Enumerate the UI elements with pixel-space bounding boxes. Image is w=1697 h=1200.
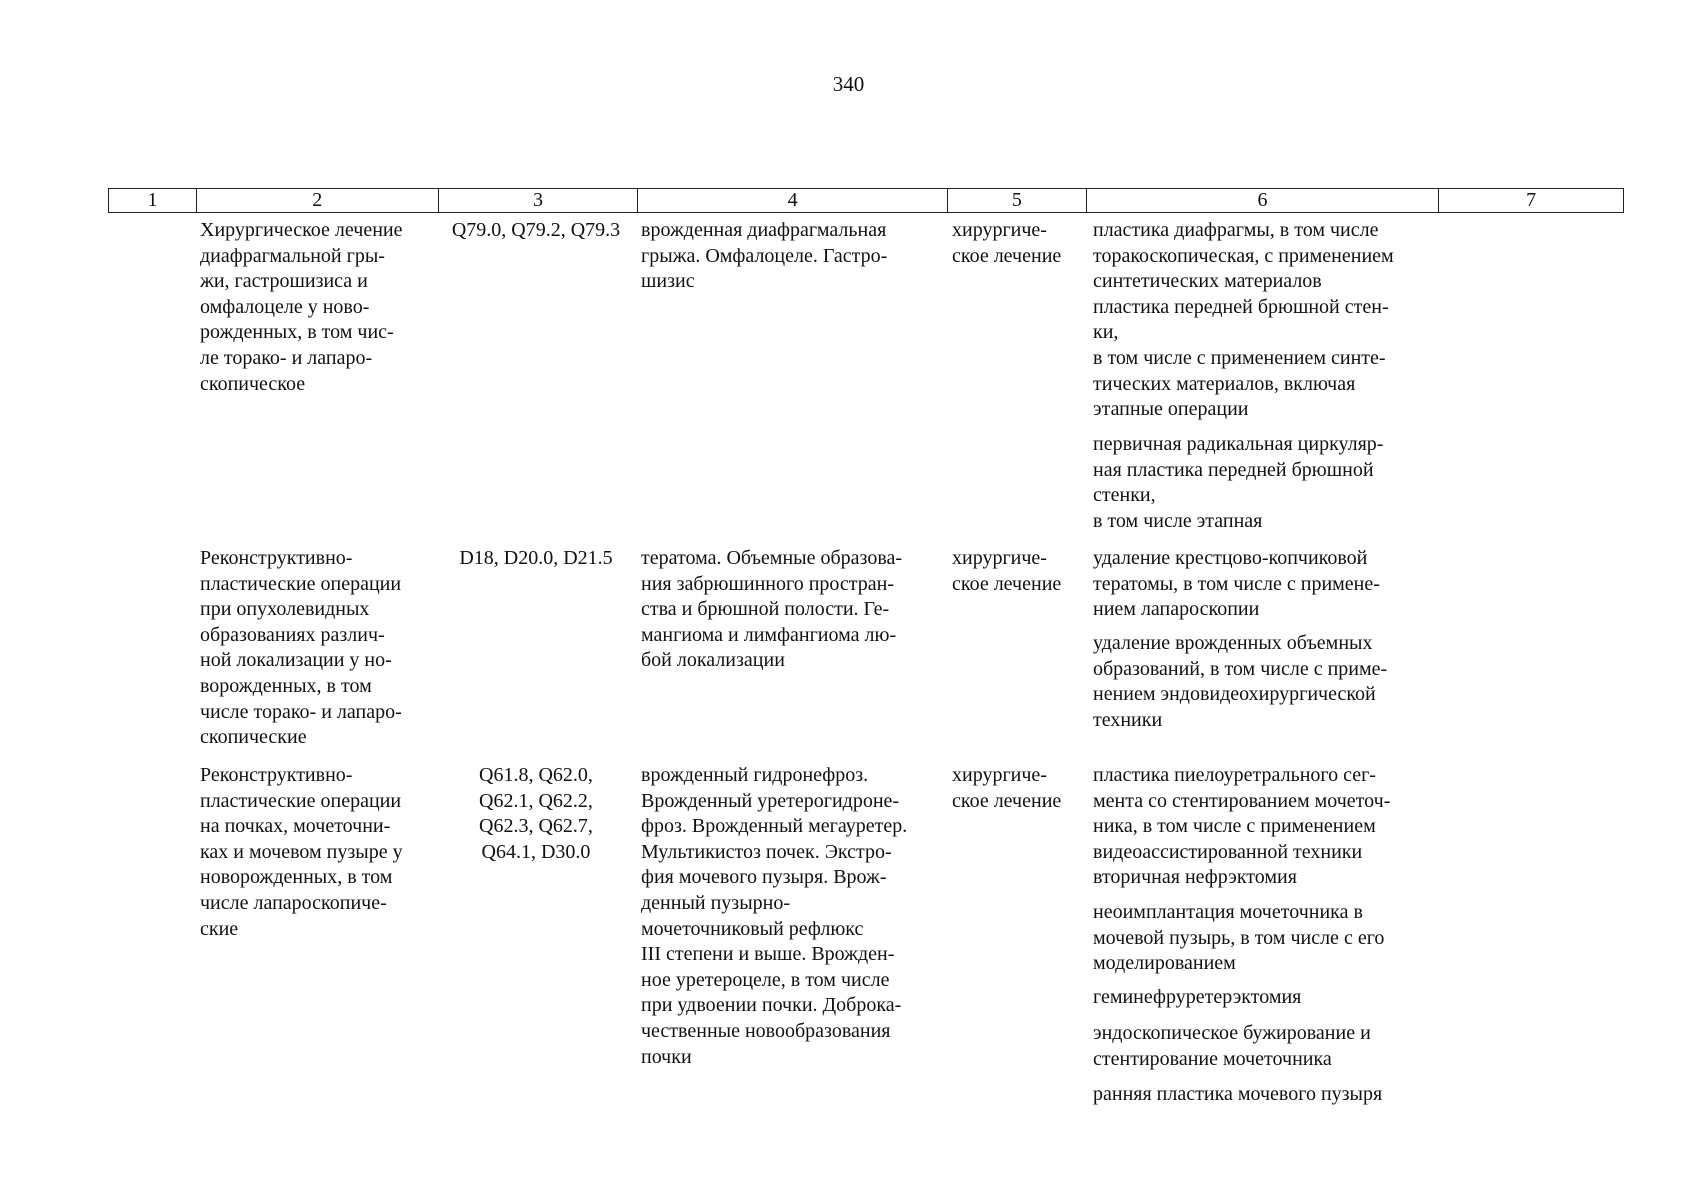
text-line: ния забрюшинного простран- bbox=[641, 572, 895, 595]
page-number: 340 bbox=[832, 72, 865, 96]
text-line: диафрагмальной гры- bbox=[200, 244, 385, 267]
text-line: Реконструктивно- bbox=[200, 764, 353, 786]
row-2-treatment-type bbox=[952, 546, 1088, 597]
text-line: ника, в том числе с применением bbox=[1093, 815, 1376, 838]
row-1-intervention-name bbox=[200, 218, 432, 397]
text-line: моделированием bbox=[1093, 952, 1236, 975]
row-1-method bbox=[1093, 432, 1453, 534]
row-1-method bbox=[1093, 218, 1453, 423]
text-line: синтетических материалов bbox=[1093, 270, 1322, 293]
row-3-method bbox=[1093, 900, 1453, 977]
header-cell-7: 7 bbox=[1526, 189, 1537, 211]
text-line: пластические операции bbox=[200, 789, 402, 812]
row-1-icd-codes bbox=[436, 218, 636, 244]
text-line: образований, в том числе с приме- bbox=[1093, 657, 1388, 680]
row-3-method bbox=[1093, 1021, 1453, 1072]
text-line: пластические операции bbox=[200, 572, 402, 595]
row-3-method bbox=[1093, 1082, 1453, 1108]
text-line: техники bbox=[1093, 708, 1163, 731]
text-line: первичная радикальная циркуляр- bbox=[1093, 433, 1384, 455]
text-line: ки, bbox=[1093, 321, 1119, 344]
text-line: при удвоении почки. Доброка- bbox=[641, 994, 902, 1017]
text-line: Q64.1, D30.0 bbox=[481, 840, 591, 863]
text-line: нием лапароскопии bbox=[1093, 598, 1260, 621]
text-line: пластика диафрагмы, в том числе bbox=[1093, 219, 1379, 241]
text-line: мента со стентированием мочеточ- bbox=[1093, 789, 1391, 812]
header-cell-6: 6 bbox=[1087, 189, 1440, 212]
text-line: ле торако- и лапаро- bbox=[200, 346, 373, 369]
text-line: мангиома и лимфангиома лю- bbox=[641, 623, 897, 646]
header-cell-2: 2 bbox=[197, 189, 439, 212]
text-line: неоимплантация мочеточника в bbox=[1093, 901, 1363, 923]
text-line: мочевой пузырь, в том числе с его bbox=[1093, 926, 1385, 949]
text-line: новорожденных, в том bbox=[200, 866, 393, 889]
text-line: почки bbox=[641, 1045, 692, 1068]
text-line: пластика пиелоуретрального сег- bbox=[1093, 764, 1376, 786]
row-2-method bbox=[1093, 631, 1453, 733]
text-line: ское лечение bbox=[952, 572, 1062, 595]
text-line: Реконструктивно- bbox=[200, 547, 353, 569]
text-line: тических материалов, включая bbox=[1093, 372, 1356, 395]
text-line: ках и мочевом пузыре у bbox=[200, 840, 403, 863]
text-line: грыжа. Омфалоцеле. Гастро- bbox=[641, 244, 888, 267]
text-line: фия мочевого пузыря. Врож- bbox=[641, 866, 887, 889]
text-line: ная пластика передней брюшной bbox=[1093, 458, 1374, 481]
text-line: торакоскопическая, с применением bbox=[1093, 244, 1394, 267]
text-line: числе лапароскопиче- bbox=[200, 891, 387, 914]
row-3-method bbox=[1093, 763, 1453, 891]
text-line: нением эндовидеохирургической bbox=[1093, 683, 1376, 706]
text-line: вторичная нефрэктомия bbox=[1093, 866, 1297, 889]
header-cell-1: 1 bbox=[109, 189, 197, 212]
text-line: врожденная диафрагмальная bbox=[641, 219, 887, 241]
text-line: ворожденных, в том bbox=[200, 674, 372, 697]
text-line: Хирургическое лечение bbox=[200, 219, 403, 241]
text-line: при опухолевидных bbox=[200, 598, 370, 621]
text-line: видеоассистированной техники bbox=[1093, 840, 1363, 863]
text-line: эндоскопическое бужирование и bbox=[1093, 1022, 1371, 1044]
text-line: образованиях различ- bbox=[200, 623, 385, 646]
row-2-icd-codes bbox=[436, 546, 636, 572]
row-3-icd-codes bbox=[436, 763, 636, 865]
header-cell-4: 4 bbox=[638, 189, 948, 212]
text-line: шизис bbox=[641, 270, 695, 293]
text-line: удаление крестцово-копчиковой bbox=[1093, 547, 1368, 569]
text-line: омфалоцеле у ново- bbox=[200, 295, 370, 318]
text-line: этапные операции bbox=[1093, 398, 1249, 421]
text-line: хирургиче- bbox=[952, 219, 1047, 241]
text-line: ранняя пластика мочевого пузыря bbox=[1093, 1083, 1383, 1105]
text-line: скопические bbox=[200, 726, 307, 749]
header-cell-5: 5 bbox=[948, 189, 1087, 212]
text-line: Q61.8, Q62.0, bbox=[479, 764, 593, 786]
text-line: чественные новообразования bbox=[641, 1019, 891, 1042]
text-line: бой локализации bbox=[641, 649, 785, 672]
text-line: числе торако- и лапаро- bbox=[200, 700, 402, 723]
text-line: Врожденный уретерогидроне- bbox=[641, 789, 900, 812]
text-line: рожденных, в том чис- bbox=[200, 321, 394, 344]
text-line: D18, D20.0, D21.5 bbox=[459, 547, 613, 569]
text-line: пластика передней брюшной стен- bbox=[1093, 295, 1389, 318]
row-3-method bbox=[1093, 985, 1453, 1011]
text-line: тератомы, в том числе с примене- bbox=[1093, 572, 1380, 595]
text-line: ские bbox=[200, 917, 239, 940]
row-1-diagnosis bbox=[641, 218, 947, 295]
text-line: врожденный гидронефроз. bbox=[641, 764, 869, 786]
text-line: геминефруретерэктомия bbox=[1093, 986, 1302, 1008]
text-line: ское лечение bbox=[952, 789, 1062, 812]
text-line: стентирование мочеточника bbox=[1093, 1047, 1332, 1070]
text-line: Q79.0, Q79.2, Q79.3 bbox=[451, 219, 621, 241]
text-line: в том числе с применением синте- bbox=[1093, 346, 1386, 369]
row-2-diagnosis bbox=[641, 546, 947, 674]
text-line: Q62.1, Q62.2, bbox=[479, 789, 593, 812]
text-line: мочеточниковый рефлюкс bbox=[641, 917, 864, 940]
row-3-treatment-type bbox=[952, 763, 1088, 814]
text-line: III степени и выше. Врожден- bbox=[641, 943, 895, 966]
text-line: ское лечение bbox=[952, 244, 1062, 267]
text-line: фроз. Врожденный мегауретер. bbox=[641, 815, 908, 838]
row-3-diagnosis bbox=[641, 763, 947, 1070]
text-line: тератома. Объемные образова- bbox=[641, 547, 903, 569]
text-line: стенки, bbox=[1093, 484, 1156, 507]
text-line: жи, гастрошизиса и bbox=[200, 270, 368, 293]
row-3-intervention-name bbox=[200, 763, 432, 942]
text-line: ства и брюшной полости. Ге- bbox=[641, 598, 890, 621]
text-line: в том числе этапная bbox=[1093, 509, 1263, 532]
text-line: Q62.3, Q62.7, bbox=[479, 815, 593, 838]
header-cell-3: 3 bbox=[439, 189, 639, 212]
text-line: Мультикистоз почек. Экстро- bbox=[641, 840, 892, 863]
text-line: скопическое bbox=[200, 372, 306, 395]
text-line: хирургиче- bbox=[952, 764, 1047, 786]
text-line: денный пузырно- bbox=[641, 891, 791, 914]
row-1-treatment-type bbox=[952, 218, 1088, 269]
text-line: на почках, мочеточни- bbox=[200, 815, 391, 838]
row-2-intervention-name bbox=[200, 546, 432, 751]
text-line: хирургиче- bbox=[952, 547, 1047, 569]
text-line: удаление врожденных объемных bbox=[1093, 632, 1373, 654]
text-line: ное уретероцеле, в том числе bbox=[641, 968, 890, 991]
table-header-row bbox=[108, 188, 1624, 213]
row-2-method bbox=[1093, 546, 1453, 623]
text-line: ной локализации у но- bbox=[200, 649, 392, 672]
